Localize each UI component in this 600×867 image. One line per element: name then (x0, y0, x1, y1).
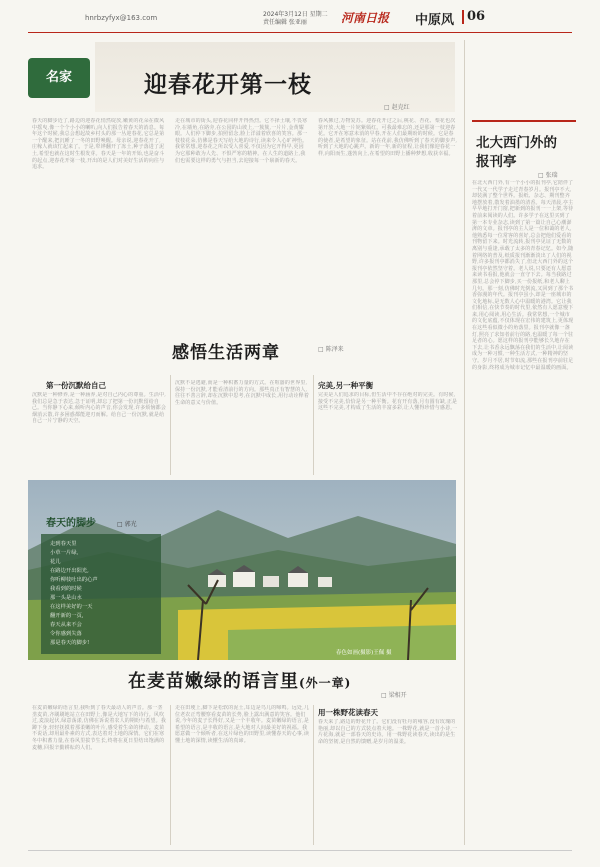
article-subhead: 用一株野花读春天 (318, 708, 378, 717)
article-title-suffix: (外一章) (299, 676, 352, 690)
poem-title: 春天的脚步 (46, 518, 96, 529)
poem-line: 翻开新的一页, (50, 613, 84, 619)
header-date-line2: 责任编辑 张亚丽 (263, 19, 307, 26)
header-divider (462, 10, 464, 24)
article-title: 迎春花开第一枝 (144, 71, 312, 98)
article-byline: □ 陈泽来 (318, 346, 344, 353)
right-article-byline: □ 张瑞 (538, 172, 558, 179)
column-divider (313, 705, 314, 845)
article-body: 走在城市的街头,迎春花同样开得热烈。它不择土壤,不畏寒冷,在墙角,在路旁,在公园的山坡上,一簇簇,一片片,金黄耀眼。人们停下脚步,拍照留念,脸上洋溢着欣喜的笑容。那一枝枝花朵,仿佛是春天写给大地的诗行,读来令人心旷神怡。我常常想,迎春花之所以受人喜爱,不仅因为它开得早,更因为它那种敢为人先、不惧严寒的精神。在人生的道路上,我们也需要这样的勇气与担当,去迎接每一个崭新的春天。 (175, 118, 308, 164)
article-title: 感悟生活两章 (172, 343, 280, 363)
poem-line: 那一头是山水 (50, 595, 82, 601)
poem-line: 那是春天的脚步! (50, 640, 90, 646)
header-date-line1: 2024年3月12日 星期二 (263, 11, 328, 18)
header-email: hnrbzyfyx@163.com (85, 14, 158, 22)
article-body: 春天的脚步近了,路边的迎春花悄然绽放,嫩黄的花朵在微风中摇曳,像一个个小小的喇叭,向人们报告着春天的消息。每年这个时候,我总会想起故乡村头的那一丛迎春花,它总是第一个醒来,把沉睡了一冬的田野唤醒。母亲说,迎春花开了,庄稼人就该忙起来了。于是,犁铧翻开了冻土,种子落进了泥土,希望也就在这时生根发芽。春天是一年的开始,也是奋斗的起点,迎春花开第一枝,开出的是人们对美好生活的向往与追求。 (32, 118, 165, 171)
article-byline: □ 梁相开 (381, 692, 407, 699)
poem-line: 在这样美好的一天 (50, 604, 93, 610)
right-column-divider (464, 40, 465, 845)
poem-line: 春天从来不会 (50, 622, 82, 628)
right-article-title-line1: 北大西门外的 (476, 135, 557, 151)
right-column-rule (472, 120, 576, 122)
poem-line: 你听柳枝吐出的心声 (50, 577, 98, 583)
column-divider (313, 375, 314, 475)
right-article-body: 在北大西门外,有一个小小的报刊亭,它陪伴了一代又一代学子走过青春岁月。报刊亭不大,却装满了整个世界。报纸、杂志、期刊整齐地摆放着,散发着油墨的清香。每天清晨,亭主早早地打开门窗,把新到的报刊一一上架,等待着前来阅读的人们。许多学子在这里买到了第一本专业杂志,读到了第一篇让自己心潮澎湃的文章。报刊亭的主人是一位和蔼的老人,他熟悉每一位常客的喜好,总会把他们爱看的刊物留下来。时光流转,报刊亭见证了无数的离别与重逢,承载了太多的青春记忆。如今,随着网络的普及,纸质报刊渐渐淡出了人们的视野,许多报刊亭都消失了,但北大西门外的这个报刊亭依然坚守着。老人说,只要还有人愿意来读书看报,他就会一直守下去。每当我路过那里,总会停下脚步,买一份报纸,和老人聊上几句。那一刻,仿佛时光倒流,又回到了那个书香弥漫的年代。报刊亭虽小,却是一座城市的文化地标,是无数人心中温暖的港湾。它让我们相信,在快节奏的时代里,依然有人愿意慢下来,用心阅读,用心生活。我常常想,一个城市的文化底蕴,不仅体现在宏伟的建筑上,更体现在这些看似微小的角落里。报刊亭就像一盏灯,照亮了求知者前行的路,也温暖了每一个驻足者的心。愿这样的报刊亭能够长久地存在下去,让书香永远飘荡在我们的生活中,让阅读成为一种习惯,一种生活方式,一种精神的坚守。岁月不居,时节如流,那些在报刊亭前驻足的身影,终将成为城市记忆中最温暖的画面。 (472, 180, 574, 371)
poem-line: 小草一片绿, (50, 550, 79, 556)
newspaper-logo: 河南日报 (341, 11, 390, 25)
header-date (263, 11, 328, 27)
poem-byline: □ 郭光 (117, 521, 137, 528)
article-byline: □ 赵克红 (384, 104, 410, 111)
article-body: 在麦苗嫩绿的语言里,我听到了春天最动人的声音。那一垄垄麦苗,齐刷刷地站立在田野上,像是大地写下的诗行。风吹过,麦浪起伏,绿意荡漾,仿佛在诉说着农人的期盼与希望。我蹲下身,轻轻抚摸着那柔嫩的叶片,感受着生命的律动。麦苗不说话,却用最朴素的方式,表达着对土地的深情。它们在寒冬中积蓄力量,在春风里拔节生长,终将在夏日里结出饱满的麦穗,回报辛勤耕耘的人们。 (32, 705, 166, 751)
footer-rule (28, 850, 572, 851)
poem-line: 走到春天里 (50, 541, 77, 547)
article-body: 沉默是一种修养,是一种涵养,是对自己内心的尊重。生活中,我们总是急于表达,急于证明,却忘了把第一份沉默留给自己。当你静下心来,倾听内心的声音,你会发现,许多烦恼都会烟消云散,许多困惑都能迎刃而解。给自己一份沉默,就是给自己一片宁静的天空。 (32, 392, 166, 425)
page-number: 06 (467, 9, 486, 24)
poem-line: 在路边开出阳光, (50, 568, 89, 574)
page-header (0, 0, 600, 38)
photo-credit: 春色如画(摄影)王佩 摄 (336, 650, 392, 656)
article-body: 完美是人们追求的目标,但生活中不存在绝对的完美。有时候,接受不完美,恰恰是另一种平衡。花有开有落,月有圆有缺,正是这些不完美,才构成了生活的丰富多彩,让人懂得珍惜与感恩。 (318, 392, 458, 412)
poem-line: 花儿 (50, 559, 61, 565)
article-body: 春风拂过,万物复苏。迎春花开过之后,桃花、杏花、梨花也次第开放,大地一片姹紫嫣红。可我最难忘的,还是那第一枝迎春花。它开在寒意未消的早春,开在人们最期盼的时候。它是春的使者,是希望的象征。站在花前,我仿佛听到了春天的脚步声,听到了大地的心跳声。新的一年,新的征程,让我们像迎春花一样,向阳而生,蓬勃向上,在希望的田野上播种梦想,收获幸福。 (318, 118, 458, 157)
section-name: 中原风 (415, 13, 455, 28)
article-subhead: 第一份沉默给自己 (46, 381, 106, 390)
article-subhead: 完美,另一种平衡 (318, 381, 374, 390)
header-rule (28, 32, 572, 33)
article-body: 走在田埂上,脚下是松软的泥土,耳边是鸟儿的啼鸣。远处,几位老农正弯腰察看麦苗的长势,脸上露出满意的笑容。他们说,今年的麦子长得好,又是一个丰收年。麦苗嫩绿的语言,是希望的语言,是丰收的语言,是大地对人间最美好的祝福。我愿意做一个倾听者,在这片绿色的田野里,读懂春天的心事,读懂土地的深情,读懂生活的真谛。 (175, 705, 309, 744)
right-article-title-line2: 报刊亭 (476, 154, 517, 170)
poem-line: 令你感到失落 (50, 631, 82, 637)
section-badge: 名家 (28, 58, 90, 98)
poem-line: 我看到的时候 (50, 586, 82, 592)
article-body: 沉默不是逃避,而是一种积蓄力量的方式。在喧嚣的世界里,保持一份沉默,才能看清前行的方向。那些真正有智慧的人,往往不善言辞,却在沉默中思考,在沉默中成长,用行动诠释着生命的意义与价值。 (175, 380, 309, 406)
article-body: 春天来了,路边的野花开了。它们没有牡丹的雍容,没有玫瑰的艳丽,却以自己的方式装点着大地。一株野花,就是一首小诗,一片花海,就是一部春天的史诗。用一株野花读春天,读出的是生命的坚韧,是自然的馈赠,是岁月的温柔。 (318, 719, 458, 745)
column-divider (170, 705, 171, 845)
column-divider (170, 375, 171, 475)
article-title-main: 在麦苗嫩绿的语言里 (128, 671, 299, 692)
article-title (128, 667, 351, 693)
